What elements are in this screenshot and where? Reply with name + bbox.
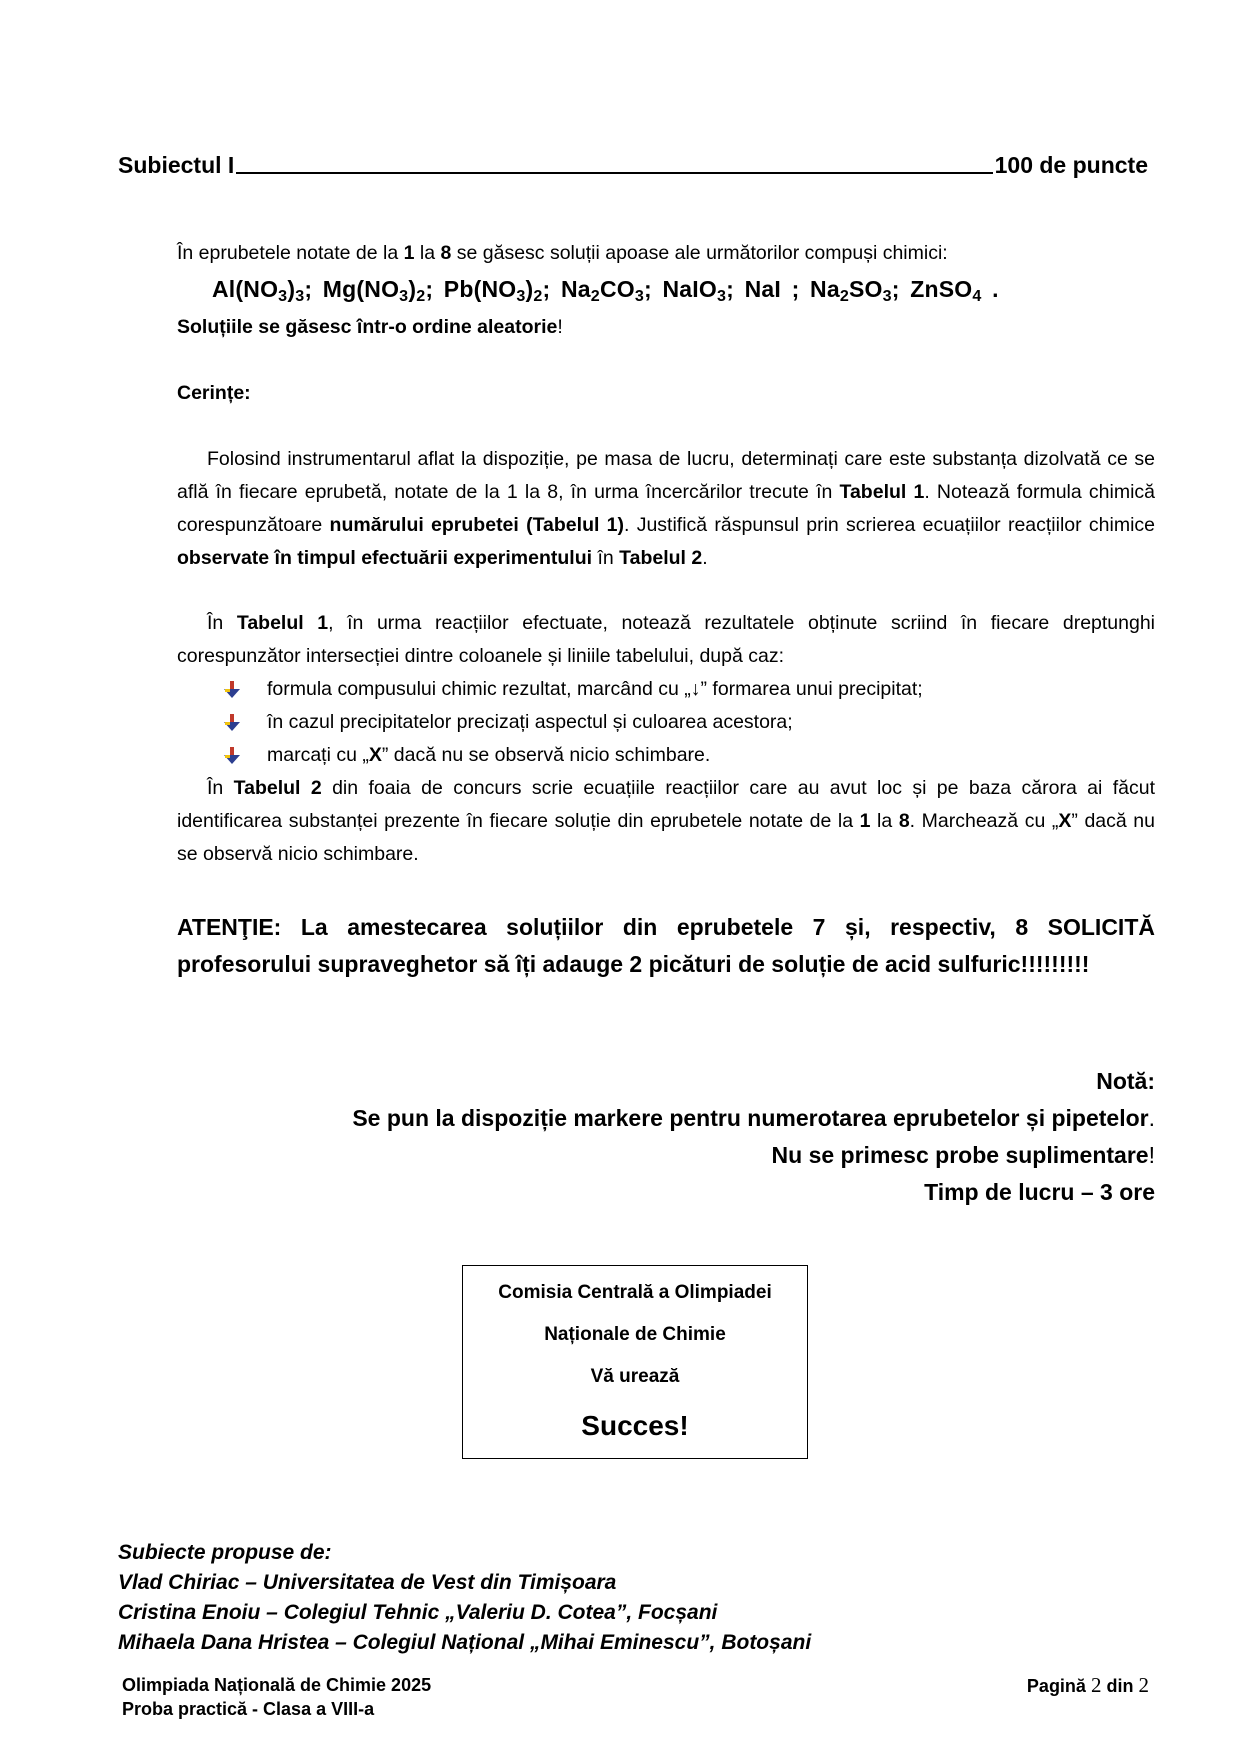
footer-left [122, 1673, 431, 1721]
compound-pb-nitrate: $Pb(NO_3)_2$; [443, 276, 551, 306]
requirements-paragraph-3: În Tabelul 2 din foaia de concurs scrie ecuațiile reacțiilor care au avut loc și pe baza cărora ai făcut identificarea substanței prezente în fiecare soluție din eprubetele notate de la 1 la 8. Marchează cu „X” dacă nu se observă nicio schimbare. [177, 777, 1156, 865]
greeting-line-3: Vă urează [590, 1366, 680, 1387]
author-3: Mihaela Dana Hristea – Colegiul Național „Mihai Eminescu”, Botoșani [118, 1631, 812, 1654]
compound-na-carbonate: $Na_2CO_3$; [560, 276, 652, 306]
requirements-paragraph-1: Folosind instrumentarul aflat la dispoziție, pe masa de lucru, determinați care este substanța dizolvată ce se află în fiecare eprubetă, notate de la 1 la 8, în urma încercărilor trecute în Tabelul 1. Notează formula chimică corespunzătoare numărului eprubetei (Tabelul 1). Justifică răspunsul prin scrierea ecuațiilor reacțiilor chimice observate în timpul efectuării experimentului în Tabelul 2. [177, 448, 1155, 569]
author-1: Vlad Chiriac – Universitatea de Vest din Timișoara [118, 1571, 617, 1594]
requirements-paragraph-2: În Tabelul 1, în urma reacțiilor efectuate, notează rezultatele obținute scriind în fiecare dreptunghi corespunzător intersecției dintre coloanele și liniile tabelului, după caz: [177, 612, 1156, 667]
arrow-bullet-icon [222, 714, 242, 732]
compound-na-sulfite: $Na_2SO_3$; [810, 276, 900, 306]
note-title: Notă: [1096, 1068, 1155, 1094]
intro-n1: 1 [403, 242, 415, 264]
note-line-2: Nu se primesc probe suplimentare! [771, 1142, 1155, 1168]
intro-line [177, 237, 1157, 270]
subject-header [118, 143, 1148, 179]
author-2: Cristina Enoiu – Colegiul Tehnic „Valeriu D. Cotea”, Focșani [118, 1601, 718, 1624]
bullet-item: în cazul precipitatelor precizați aspectul și culoarea acestora; [222, 706, 1152, 739]
compound-na-iodide: NaI ; [744, 276, 800, 302]
bullet-item: marcați cu „X” dacă nu se observă nicio schimbare. [222, 739, 1152, 772]
subject-title: Subiectul I [118, 152, 235, 178]
intro-text-a: În eprubetele notate de la [177, 242, 404, 264]
note-block [195, 1063, 1155, 1211]
greeting-box [462, 1265, 808, 1459]
requirements-heading: Cerințe: [177, 382, 251, 404]
bullet-item: formula compusului chimic rezultat, marcând cu „↓” formarea unui precipitat; [222, 673, 1152, 706]
intro-text-c: se găsesc soluții apoase ale următorilor compuși chimici: [451, 242, 948, 264]
compound-al-nitrate: $Al(NO_3)_3$; [212, 276, 313, 306]
footer-class: Proba practică - Clasa a VIII-a [122, 1699, 375, 1719]
note-line-3: Timp de lucru – 3 ore [924, 1179, 1155, 1205]
greeting-success: Succes! [581, 1410, 689, 1441]
compound-mg-nitrate: $Mg(NO_3)_2$; [322, 276, 434, 306]
subject-points: 100 de puncte [994, 152, 1148, 178]
compound-zn-sulfate: ZnSO$_4$ . [910, 276, 999, 306]
intro-text-b: la [414, 242, 441, 264]
random-order-note: Soluțiile se găsesc într-o ordine aleatorie! [177, 316, 563, 338]
warning-text: ATENŢIE: La amestecarea soluțiilor din eprubetele 7 și, respectiv, 8 SOLICITĂ profesorului supraveghetor să îți adauge 2 picături de soluție de acid sulfuric!!!!!!!!! [177, 914, 1155, 977]
arrow-bullet-icon [222, 747, 242, 765]
compound-list [212, 276, 999, 306]
arrow-bullet-icon [222, 681, 242, 699]
authors-block [118, 1538, 811, 1658]
greeting-line-2: Naționale de Chimie [544, 1324, 726, 1345]
bullet-list [222, 673, 1152, 772]
footer-olympiad: Olimpiada Națională de Chimie 2025 [122, 1675, 432, 1695]
header-rule [236, 171, 992, 174]
intro-n8: 8 [440, 242, 452, 264]
page-number: Pagină 2 din 2 [1026, 1673, 1149, 1697]
greeting-line-1: Comisia Centrală a Olimpiadei [498, 1282, 772, 1303]
compound-na-iodate: NaIO$_3$; [662, 276, 734, 306]
note-line-1: Se pun la dispoziție markere pentru numerotarea eprubetelor și pipetelor. [352, 1105, 1155, 1131]
authors-title: Subiecte propuse de: [118, 1541, 332, 1564]
